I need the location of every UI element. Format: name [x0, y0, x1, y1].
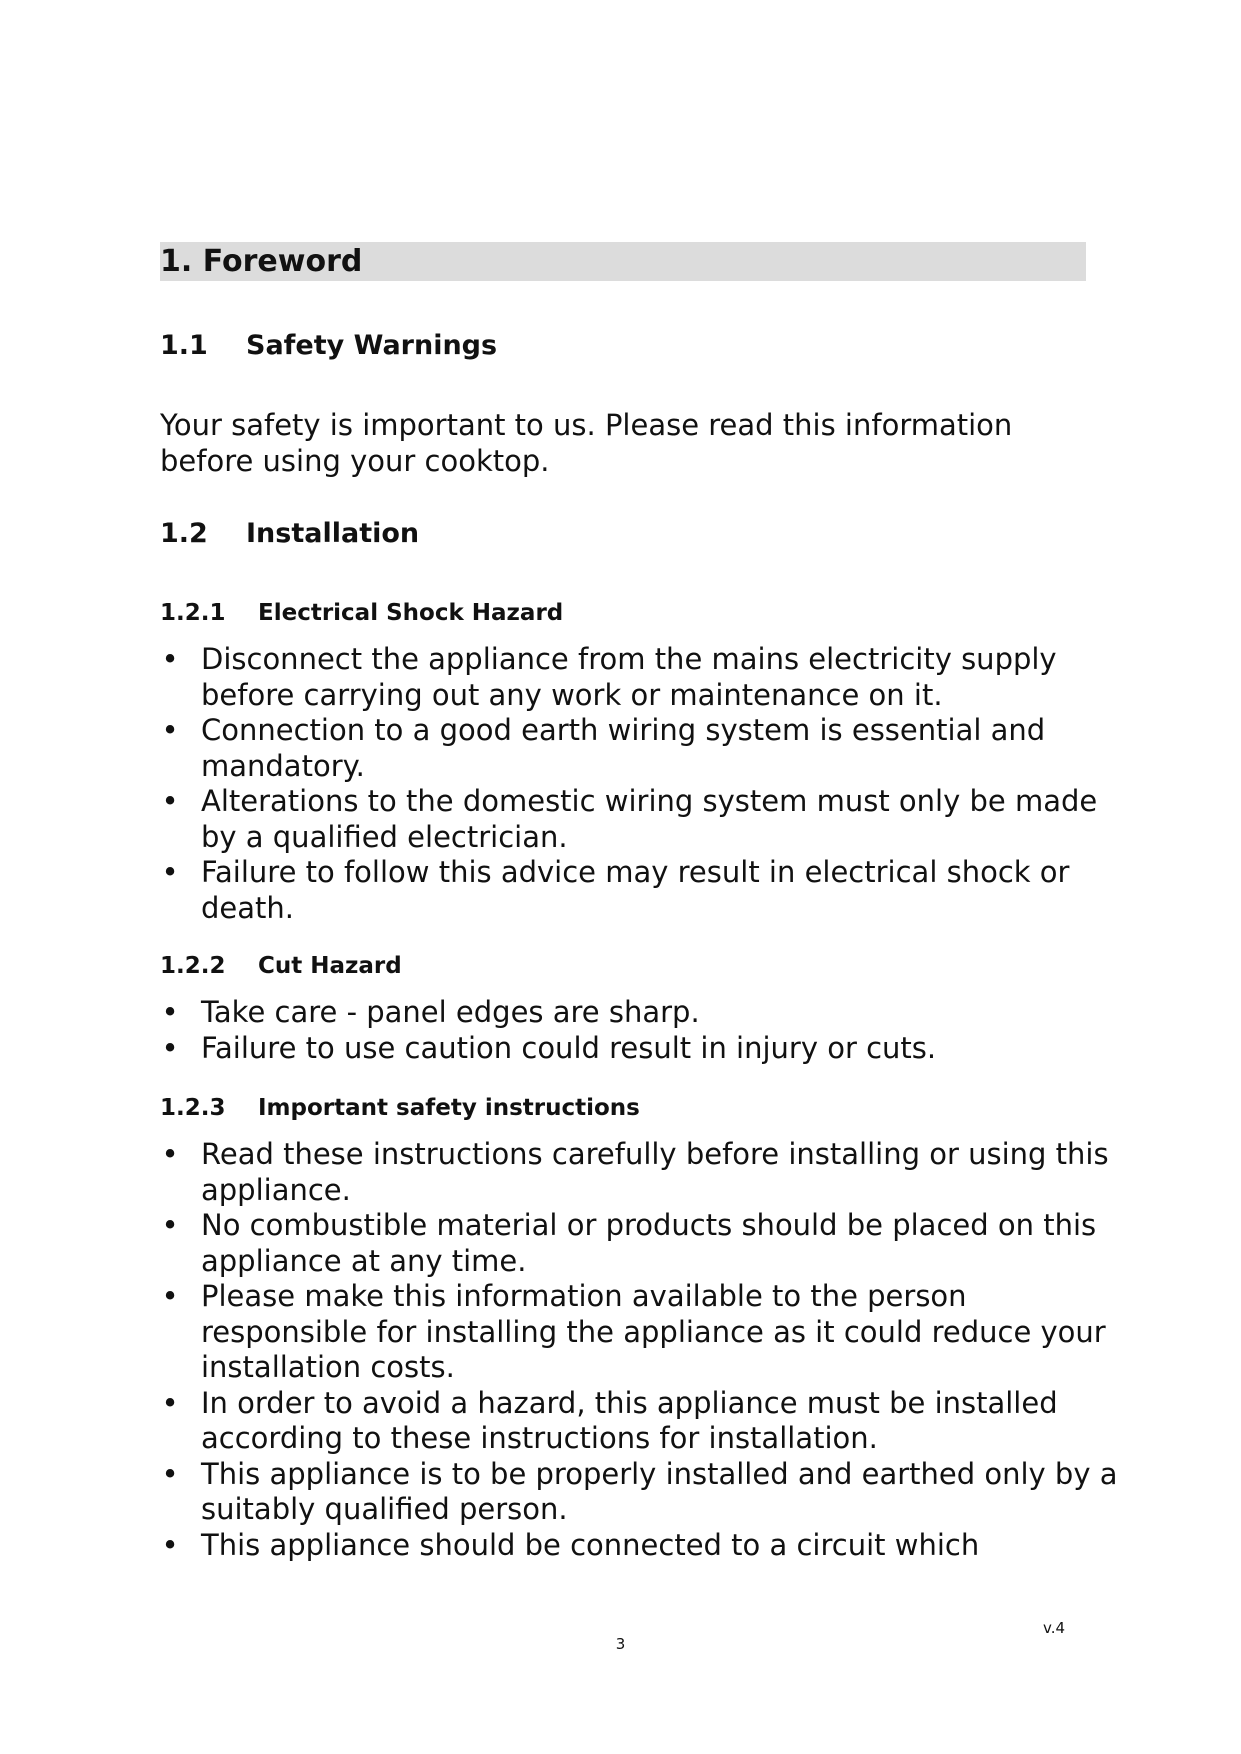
chapter-title: 1. Foreword: [160, 244, 363, 279]
bullet-icon: •: [161, 855, 179, 889]
electrical-hazard-list: [160, 642, 1120, 926]
bullet-icon: •: [161, 1279, 179, 1313]
section-number: 1.2: [160, 518, 208, 549]
list-item: • No combustible material or products should be placed on this appliance at any time.: [161, 1208, 1097, 1278]
list-item: • Failure to use caution could result in injury or cuts.: [161, 1030, 937, 1065]
list-item: • This appliance should be connected to a circuit which: [161, 1527, 980, 1562]
list-item: • Read these instructions carefully before installing or using this appliance.: [161, 1137, 1109, 1207]
bullet-icon: •: [161, 1456, 179, 1491]
bullet-icon: •: [161, 995, 179, 1029]
safety-intro-paragraph: Your safety is important to us. Please read this information before using your cooktop.: [160, 408, 1013, 478]
subsection-title: Cut Hazard: [258, 953, 402, 979]
bullet-icon: •: [161, 1385, 179, 1420]
list-item: • This appliance is to be properly installed and earthed only by a suitably qualified person.: [161, 1456, 1118, 1526]
subsection-title: Important safety instructions: [258, 1095, 640, 1121]
section-title: Installation: [246, 518, 420, 549]
subsection-heading-cut-hazard: [160, 951, 402, 981]
subsection-number: 1.2.2: [160, 953, 226, 979]
important-safety-list: [160, 1137, 1120, 1563]
bullet-icon: •: [161, 1208, 179, 1242]
cut-hazard-list: [160, 995, 1120, 1066]
bullet-icon: •: [161, 784, 179, 818]
bullet-icon: •: [161, 1527, 179, 1562]
section-heading-safety-warnings: [160, 329, 497, 363]
subsection-number: 1.2.1: [160, 600, 226, 626]
list-item: • Please make this information available to the person responsible for installing the appliance as it could reduce your installation costs.: [161, 1279, 1106, 1384]
list-item: • Failure to follow this advice may result in electrical shock or death.: [161, 855, 1070, 925]
subsection-heading-important-safety: [160, 1093, 640, 1123]
list-item: • Disconnect the appliance from the mains electricity supply before carrying out any work or maintenance on it.: [161, 642, 1057, 712]
list-item: • Connection to a good earth wiring system is essential and mandatory.: [161, 713, 1046, 783]
list-item: • Alterations to the domestic wiring system must only be made by a qualified electrician.: [161, 784, 1098, 854]
list-item: • In order to avoid a hazard, this appliance must be installed according to these instructions for installation.: [161, 1385, 1058, 1455]
bullet-icon: •: [161, 1030, 179, 1065]
subsection-heading-electrical-shock: [160, 598, 563, 628]
subsection-number: 1.2.3: [160, 1095, 226, 1121]
section-number: 1.1: [160, 330, 208, 361]
list-item: • Take care - panel edges are sharp.: [161, 995, 700, 1029]
bullet-icon: •: [161, 1137, 179, 1171]
page-number: 3: [615, 1635, 626, 1653]
subsection-title: Electrical Shock Hazard: [258, 600, 564, 626]
bullet-icon: •: [161, 642, 179, 676]
version-label: v.4: [1043, 1619, 1066, 1637]
section-title: Safety Warnings: [246, 330, 498, 361]
bullet-icon: •: [161, 713, 179, 747]
section-heading-installation: [160, 517, 419, 551]
